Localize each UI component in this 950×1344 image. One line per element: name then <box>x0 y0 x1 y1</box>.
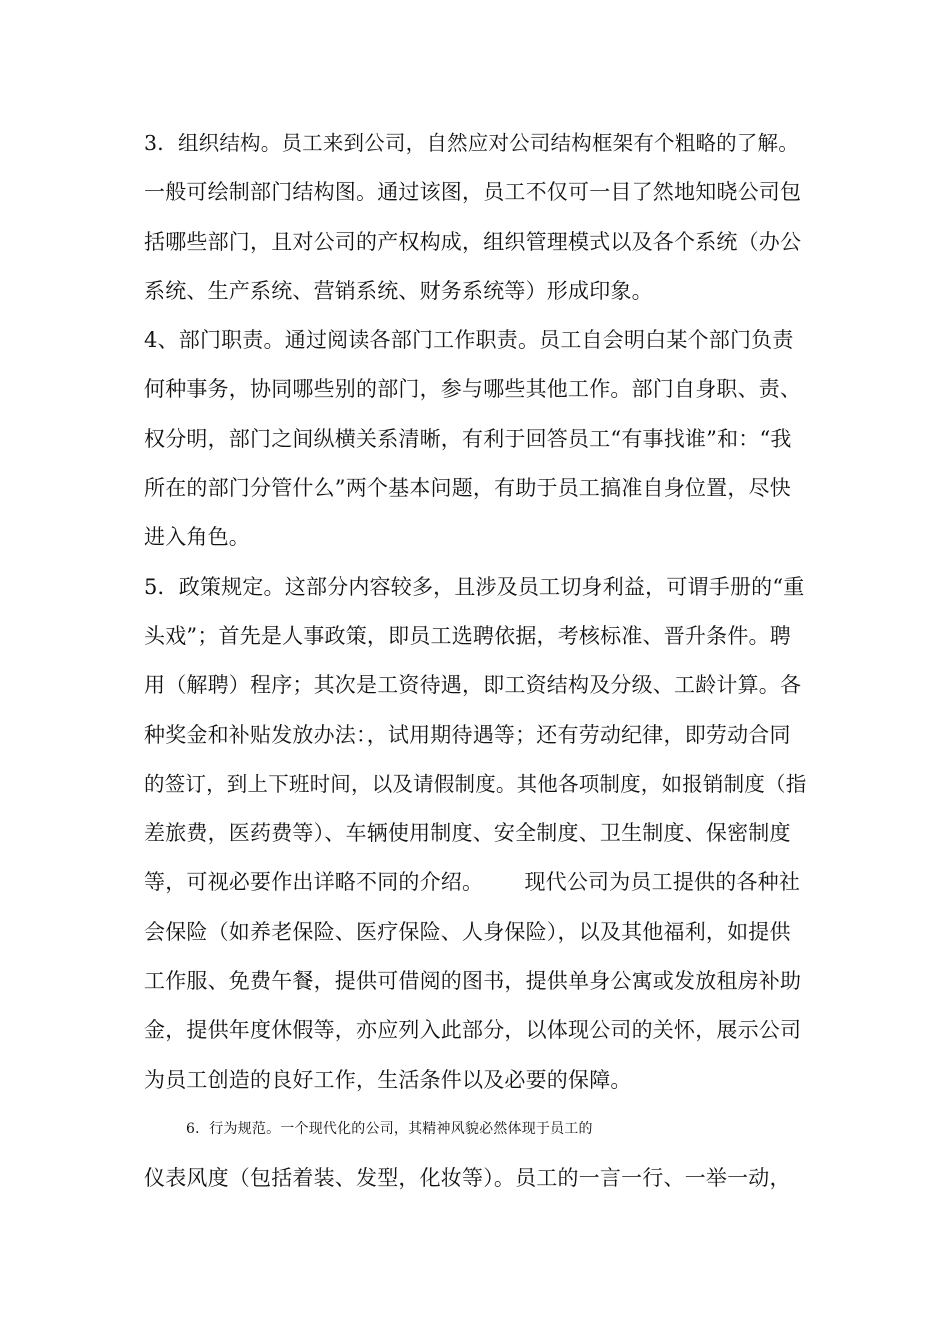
section-5-line-7: 等，可视必要作出详略不同的介绍。 现代公司为员工提供的各种社 <box>144 870 801 895</box>
section-5-line-9: 工作服、免费午餐，提供可借阅的图书，提供单身公寓或发放租房补助 <box>144 969 802 994</box>
section-3-line-4: 系统、生产系统、营销系统、财务系统等）形成印象。 <box>144 278 653 303</box>
section-4-line-5: 进入角色。 <box>144 525 250 550</box>
section-3-line-3: 括哪些部门，且对公司的产权构成，组织管理模式以及各个系统（办公 <box>144 229 802 254</box>
section-3-line-2: 一般可绘制部门结构图。通过该图，员工不仅可一目了然地知晓公司包 <box>144 180 802 205</box>
section-5-line-10: 金，提供年度休假等，亦应列入此部分，以体现公司的关怀，展示公司 <box>144 1018 802 1043</box>
section-5-line-1: 5．政策规定。这部分内容较多，且涉及员工切身利益，可谓手册的“重 <box>144 574 805 599</box>
section-4-line-1: 4、部门职责。通过阅读各部门工作职责。员工自会明白某个部门负责 <box>144 328 794 353</box>
section-5-line-11: 为员工创造的良好工作，生活条件以及必要的保障。 <box>144 1067 632 1092</box>
section-6-line-2: 仪表风度（包括着装、发型，化妆等）。员工的一言一行、一举一动， <box>144 1166 791 1191</box>
document-body <box>144 119 808 1204</box>
section-5-line-8: 会保险（如养老保险、医疗保险、人身保险），以及其他福利，如提供 <box>144 919 791 944</box>
section-4-line-4: 所在的部门分管什么”两个基本问题，有助于员工搞准自身位置，尽快 <box>144 476 791 501</box>
section-4-line-3: 权分明，部门之间纵横关系清晰，有利于回答员工“有事找谁”和：“我 <box>144 426 792 451</box>
section-5-line-2: 头戏”；首先是人事政策，即员工选聘依据，考核标准、晋升条件。聘 <box>144 623 791 648</box>
section-6-line-1: 6．行为规范。一个现代化的公司，其精神风貌必然体现于员工的 <box>186 1120 593 1137</box>
section-5-line-3: 用（解聘）程序；其次是工资待遇，即工资结构及分级、工龄计算。各 <box>144 673 802 698</box>
section-3-line-1: 3．组织结构。员工来到公司，自然应对公司结构框架有个粗略的了解。 <box>144 131 799 155</box>
section-4-line-2: 何种事务，协同哪些别的部门，参与哪些其他工作。部门自身职、责、 <box>144 377 802 402</box>
section-5-line-4: 种奖金和补贴发放办法：，试用期待遇等；还有劳动纪律，即劳动合同 <box>144 722 791 747</box>
section-5-line-5: 的签订，到上下班时间，以及请假制度。其他各项制度，如报销制度（指 <box>144 771 807 796</box>
section-5-line-6: 差旅费，医药费等）、车辆使用制度、安全制度、卫生制度、保密制度 <box>144 821 791 846</box>
